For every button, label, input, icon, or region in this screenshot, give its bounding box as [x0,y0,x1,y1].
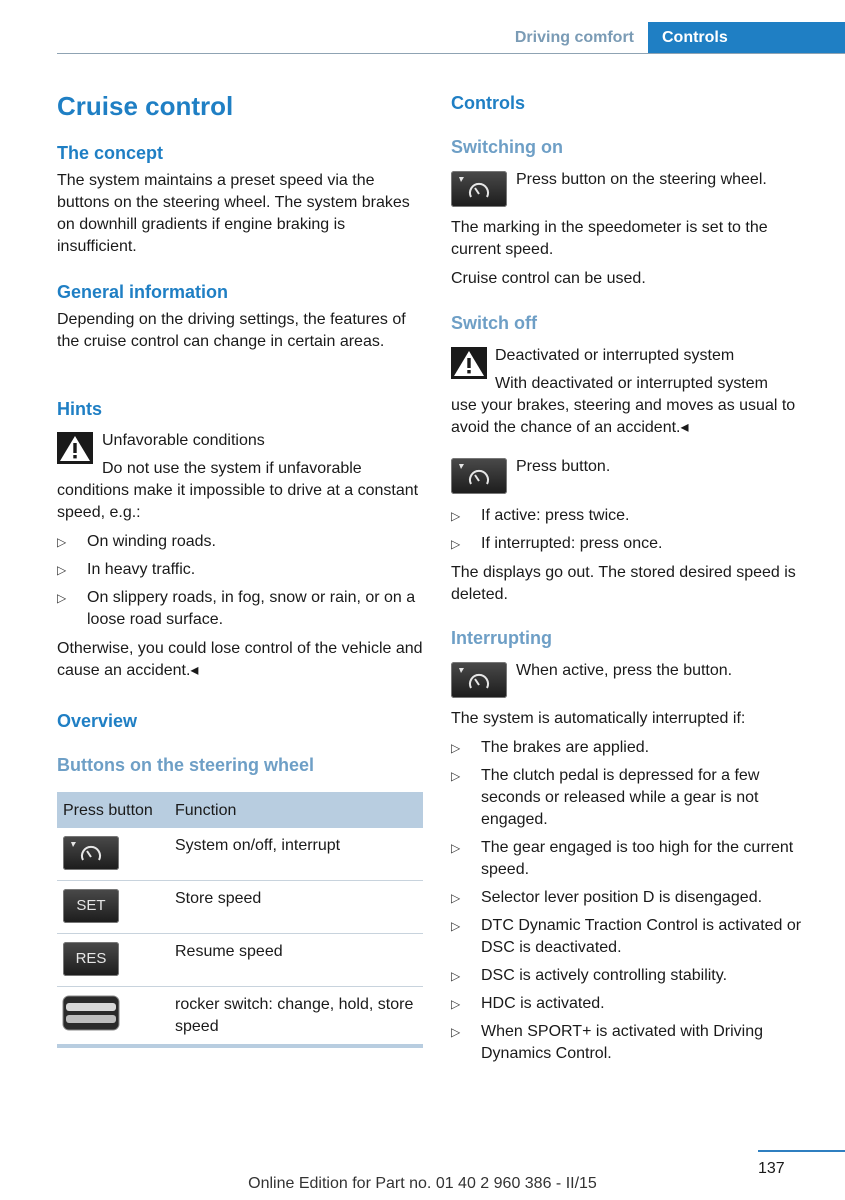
cruise-control-icon [451,458,507,494]
controls-heading: Controls [451,93,525,113]
table-function-text: Store speed [175,890,262,907]
hints-warning-text: conditions make it impossible to drive at a constant speed, e.g.: [57,482,419,521]
list-item: ▷ HDC is activated. [451,993,817,1015]
cruise-control-icon [63,836,119,870]
page-title: Cruise control [57,91,234,121]
list-item: ▷ The gear engaged is too high for the current speed. [451,839,794,878]
list-item: ▷ The clutch pedal is depressed for a few seconds or released while a gear is not engaged. [451,767,760,828]
table-header-button: Press button [63,802,153,819]
hints-closing-text: Otherwise, you could lose control of the vehicle and cause an accident.◂ [57,640,423,679]
bullet-triangle-icon: ▷ [57,563,67,577]
interrupting-list [451,737,817,1071]
cruise-control-icon [451,662,507,698]
general-text: Depending on the driving settings, the features of the cruise control can change in certain areas. [57,311,406,350]
list-item: ▷ In heavy traffic. [57,559,423,581]
switching-on-text1: The marking in the speedometer is set to the current speed. [451,219,768,258]
bullet-triangle-icon: ▷ [451,509,461,523]
header-chapter-tab: Controls [648,22,845,54]
hints-list [57,531,423,637]
buttons-subheading: Buttons on the steering wheel [57,755,315,775]
general-heading: General information [57,282,229,302]
hints-heading: Hints [57,399,102,419]
concept-heading: The concept [57,143,164,163]
interrupting-intro: The system is automatically interrupted if: [451,710,746,727]
res-button-icon: RES [63,942,119,976]
bullet-triangle-icon: ▷ [451,741,461,755]
switch-off-list [451,505,817,561]
bullet-triangle-icon: ▷ [451,769,461,783]
bullet-triangle-icon: ▷ [57,591,67,605]
list-item: ▷ Selector lever position D is disengaged. [451,887,817,909]
table-function-text: System on/off, interrupt [175,837,341,854]
set-button-icon: SET [63,889,119,923]
interrupting-heading: Interrupting [451,628,552,648]
switch-off-warning-line1: With deactivated or interrupted system [495,375,769,392]
switching-on-heading: Switching on [451,137,563,157]
bullet-triangle-icon: ▷ [451,841,461,855]
table-function-text: Resume speed [175,943,283,960]
switching-on-button-text: Press button on the steering wheel. [516,171,767,188]
bullet-triangle-icon: ▷ [451,537,461,551]
page-number: 137 [758,1160,785,1177]
overview-heading: Overview [57,711,138,731]
switch-off-warning-title: Deactivated or interrupted system [495,347,735,364]
warning-icon [451,347,487,379]
switch-off-warning-text: use your brakes, steering and moves as usual to avoid the chance of an accident.◂ [451,397,796,436]
cruise-control-icon [451,171,507,207]
switching-on-text2: Cruise control can be used. [451,270,646,287]
interrupting-button-text: When active, press the button. [516,662,733,679]
switch-off-button-text: Press button. [516,458,611,475]
bullet-triangle-icon: ▷ [451,997,461,1011]
table-bottom-border [57,1044,423,1048]
bullet-triangle-icon: ▷ [451,891,461,905]
list-item: ▷ On winding roads. [57,531,423,553]
table-header-function: Function [175,802,237,819]
list-item: ▷ If active: press twice. [451,505,817,527]
table-function-text: rocker switch: change, hold, store speed [175,996,414,1035]
bullet-triangle-icon: ▷ [451,1025,461,1039]
switch-off-heading: Switch off [451,313,537,333]
list-item: ▷ When SPORT+ is activated with Driving Dynamics Control. [451,1023,764,1062]
hints-warning-line1: Do not use the system if unfavorable [102,460,362,477]
switch-off-closing-text: The displays go out. The stored desired speed is deleted. [451,564,796,603]
footer-divider [758,1150,845,1152]
footer-edition: Online Edition for Part no. 01 40 2 960 386 - II/15 [248,1175,597,1192]
header-section-title: Driving comfort [514,29,634,46]
rocker-switch-icon [62,995,120,1031]
bullet-triangle-icon: ▷ [451,919,461,933]
list-item: ▷ If interrupted: press once. [451,533,817,555]
list-item: ▷ On slippery roads, in fog, snow or rain, or on a loose road surface. [57,589,416,628]
concept-text: The system maintains a preset speed via the buttons on the steering wheel. The system brakes on downhill gradients if engine braking is insufficient. [57,172,410,255]
list-item: ▷ The brakes are applied. [451,737,817,759]
list-item: ▷ DTC Dynamic Traction Control is activated or DSC is deactivated. [451,917,802,956]
bullet-triangle-icon: ▷ [451,969,461,983]
warning-icon [57,432,93,464]
hints-warning-title: Unfavorable conditions [102,432,265,449]
list-item: ▷ DSC is actively controlling stability. [451,965,817,987]
header-divider [57,53,845,54]
bullet-triangle-icon: ▷ [57,535,67,549]
